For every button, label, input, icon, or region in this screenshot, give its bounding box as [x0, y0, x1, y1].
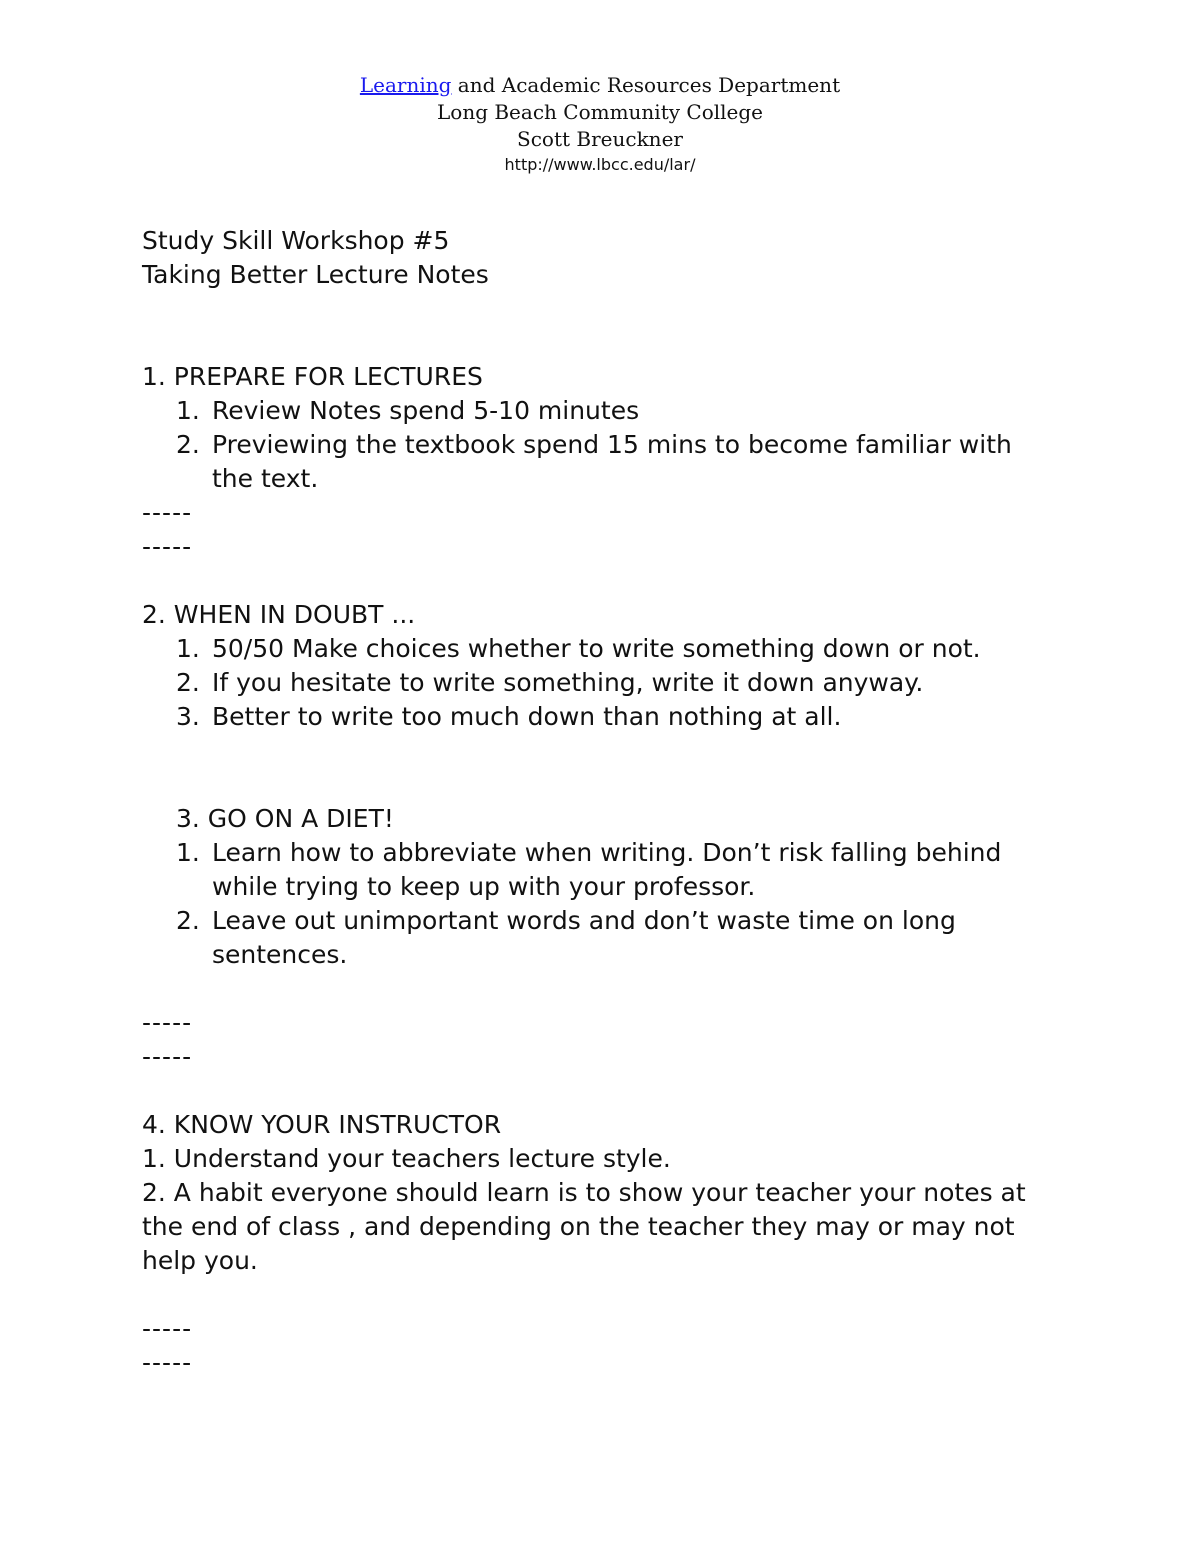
list-text-continued: the text. [212, 464, 319, 493]
department-text: and Academic Resources Department [451, 73, 841, 97]
workshop-subtitle: Taking Better Lecture Notes [142, 260, 489, 289]
learning-link[interactable]: Learning [359, 73, 452, 97]
author-name: Scott Breuckner [517, 127, 683, 151]
list-number: 1. [176, 634, 200, 663]
list-item [142, 904, 1072, 938]
list-text: Better to write too much down than nothing at all. [212, 702, 842, 731]
list-item [142, 428, 1072, 462]
divider-dashes: ----- [142, 532, 193, 561]
divider-dashes: ----- [142, 498, 193, 527]
list-text-continued: while trying to keep up with your professor. [212, 872, 756, 901]
list-text: Leave out unimportant words and don’t waste time on long [212, 906, 956, 935]
list-text-continued: sentences. [212, 940, 348, 969]
website-url: http://www.lbcc.edu/lar/ [504, 155, 696, 174]
list-number: 2. [176, 668, 200, 697]
paragraph-line: 1. Understand your teachers lecture style. [142, 1144, 671, 1173]
list-number: 1. [176, 396, 200, 425]
list-item [142, 632, 1072, 666]
section-heading: 1. PREPARE FOR LECTURES [142, 362, 483, 391]
department-line [0, 72, 1200, 99]
paragraph-line: the end of class , and depending on the teacher they may or may not [142, 1212, 1015, 1241]
section-heading: 3. GO ON A DIET! [176, 804, 394, 833]
list-text: Previewing the textbook spend 15 mins to become familiar with [212, 430, 1012, 459]
divider-dashes: ----- [142, 1314, 193, 1343]
list-number: 2. [176, 430, 200, 459]
list-text: If you hesitate to write something, write it down anyway. [212, 668, 924, 697]
list-number: 3. [176, 702, 200, 731]
college-name: Long Beach Community College [437, 100, 763, 124]
document-header [0, 72, 1200, 177]
list-item [142, 700, 1072, 734]
paragraph-line: help you. [142, 1246, 258, 1275]
list-item [142, 666, 1072, 700]
document-body [142, 224, 1072, 1380]
list-item [142, 836, 1072, 870]
list-item [142, 394, 1072, 428]
divider-dashes: ----- [142, 1042, 193, 1071]
section-heading: 4. KNOW YOUR INSTRUCTOR [142, 1110, 502, 1139]
divider-dashes: ----- [142, 1348, 193, 1377]
list-text: 50/50 Make choices whether to write something down or not. [212, 634, 981, 663]
divider-dashes: ----- [142, 1008, 193, 1037]
list-text: Review Notes spend 5-10 minutes [212, 396, 640, 425]
list-number: 1. [176, 838, 200, 867]
workshop-title: Study Skill Workshop #5 [142, 226, 450, 255]
list-text: Learn how to abbreviate when writing. Don’t risk falling behind [212, 838, 1002, 867]
section-heading: 2. WHEN IN DOUBT ... [142, 600, 416, 629]
list-number: 2. [176, 906, 200, 935]
paragraph-line: 2. A habit everyone should learn is to show your teacher your notes at [142, 1178, 1026, 1207]
